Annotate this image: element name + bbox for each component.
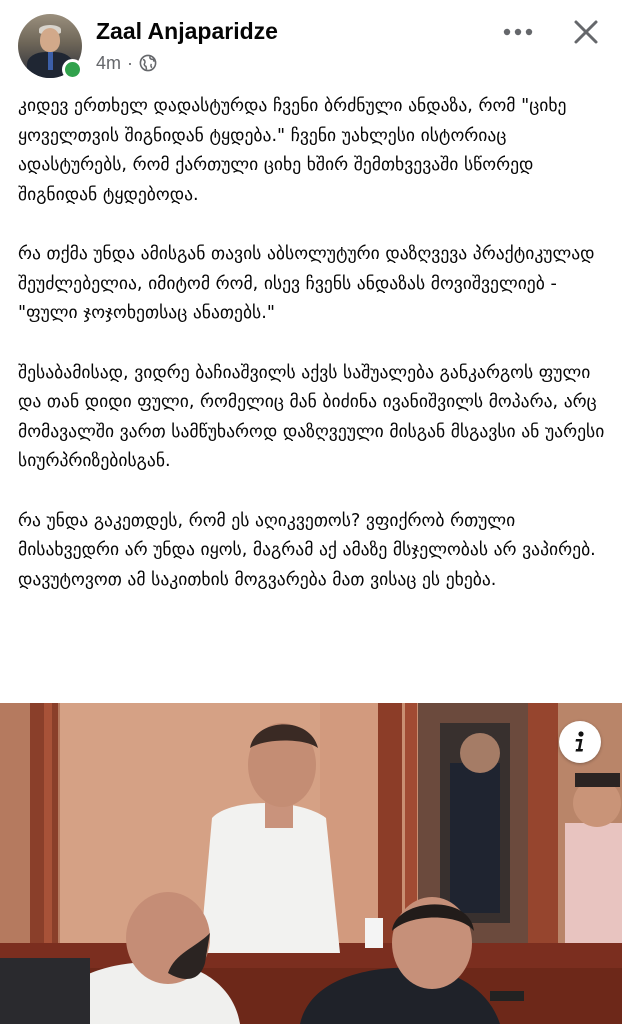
author-name[interactable]: Zaal Anjaparidze bbox=[96, 18, 278, 44]
post-body bbox=[18, 92, 614, 625]
post-meta bbox=[96, 52, 157, 74]
avatar-face bbox=[40, 28, 60, 52]
post-timestamp[interactable]: 4m bbox=[96, 52, 122, 73]
post-paragraph-1: კიდევ ერთხელ დადასტურდა ჩვენი ბრძნული ანდაზა, რომ "ციხე ყოველთვის შიგნიდან ტყდება." ჩვენი უახლესი ისტორიაც ადასტურებს, რომ ქართული ციხე ხშირ შემთხვევაში სწორედ შიგნიდან ტყდებოდა. bbox=[18, 96, 567, 205]
post-paragraph-4: რა უნდა გაკეთდეს, რომ ეს აღიკვეთოს? ვფიქრობ რთული მისახვედრი არ უნდა იყოს, მაგრამ აქ ამაზე მსჯელობას არ ვაპირებ. დავუტოვოთ ამ საკითხის მოგვარება მათ ვისაც ეს ეხება. bbox=[18, 510, 596, 590]
info-icon[interactable] bbox=[559, 721, 601, 763]
post-paragraph-3: შესაბამისად, ვიდრე ბაჩიაშვილს აქვს საშუალება განკარგოს ფული და თან დიდი ფული, რომელიც მან ბიძინა ივანიშვილს მოპარა, არც მომავალში ვართ სამწუხაროდ დაზღვეული მისგან მსგავსი ან უარესი სიურპრიზებისგან. bbox=[18, 362, 605, 471]
globe-icon[interactable] bbox=[139, 54, 157, 72]
courtroom-photo bbox=[0, 703, 622, 1024]
avatar-tie bbox=[48, 52, 53, 70]
post-photo[interactable] bbox=[0, 703, 622, 1024]
info-glyph bbox=[570, 730, 590, 754]
online-status-dot bbox=[62, 59, 83, 80]
more-horizontal-icon[interactable] bbox=[500, 20, 536, 44]
meta-separator: · bbox=[127, 52, 134, 73]
post-header bbox=[0, 0, 622, 90]
post-paragraph-2: რა თქმა უნდა ამისგან თავის აბსოლუტური დაზღვევა პრაქტიკულად შეუძლებელია, იმიტომ რომ, ისევ ჩვენს ანდაზას მოვიშველიებ - "ფული ჯოჯოხეთსაც ანათებს." bbox=[18, 244, 595, 323]
more-dots bbox=[503, 28, 533, 36]
close-icon[interactable] bbox=[568, 14, 604, 50]
